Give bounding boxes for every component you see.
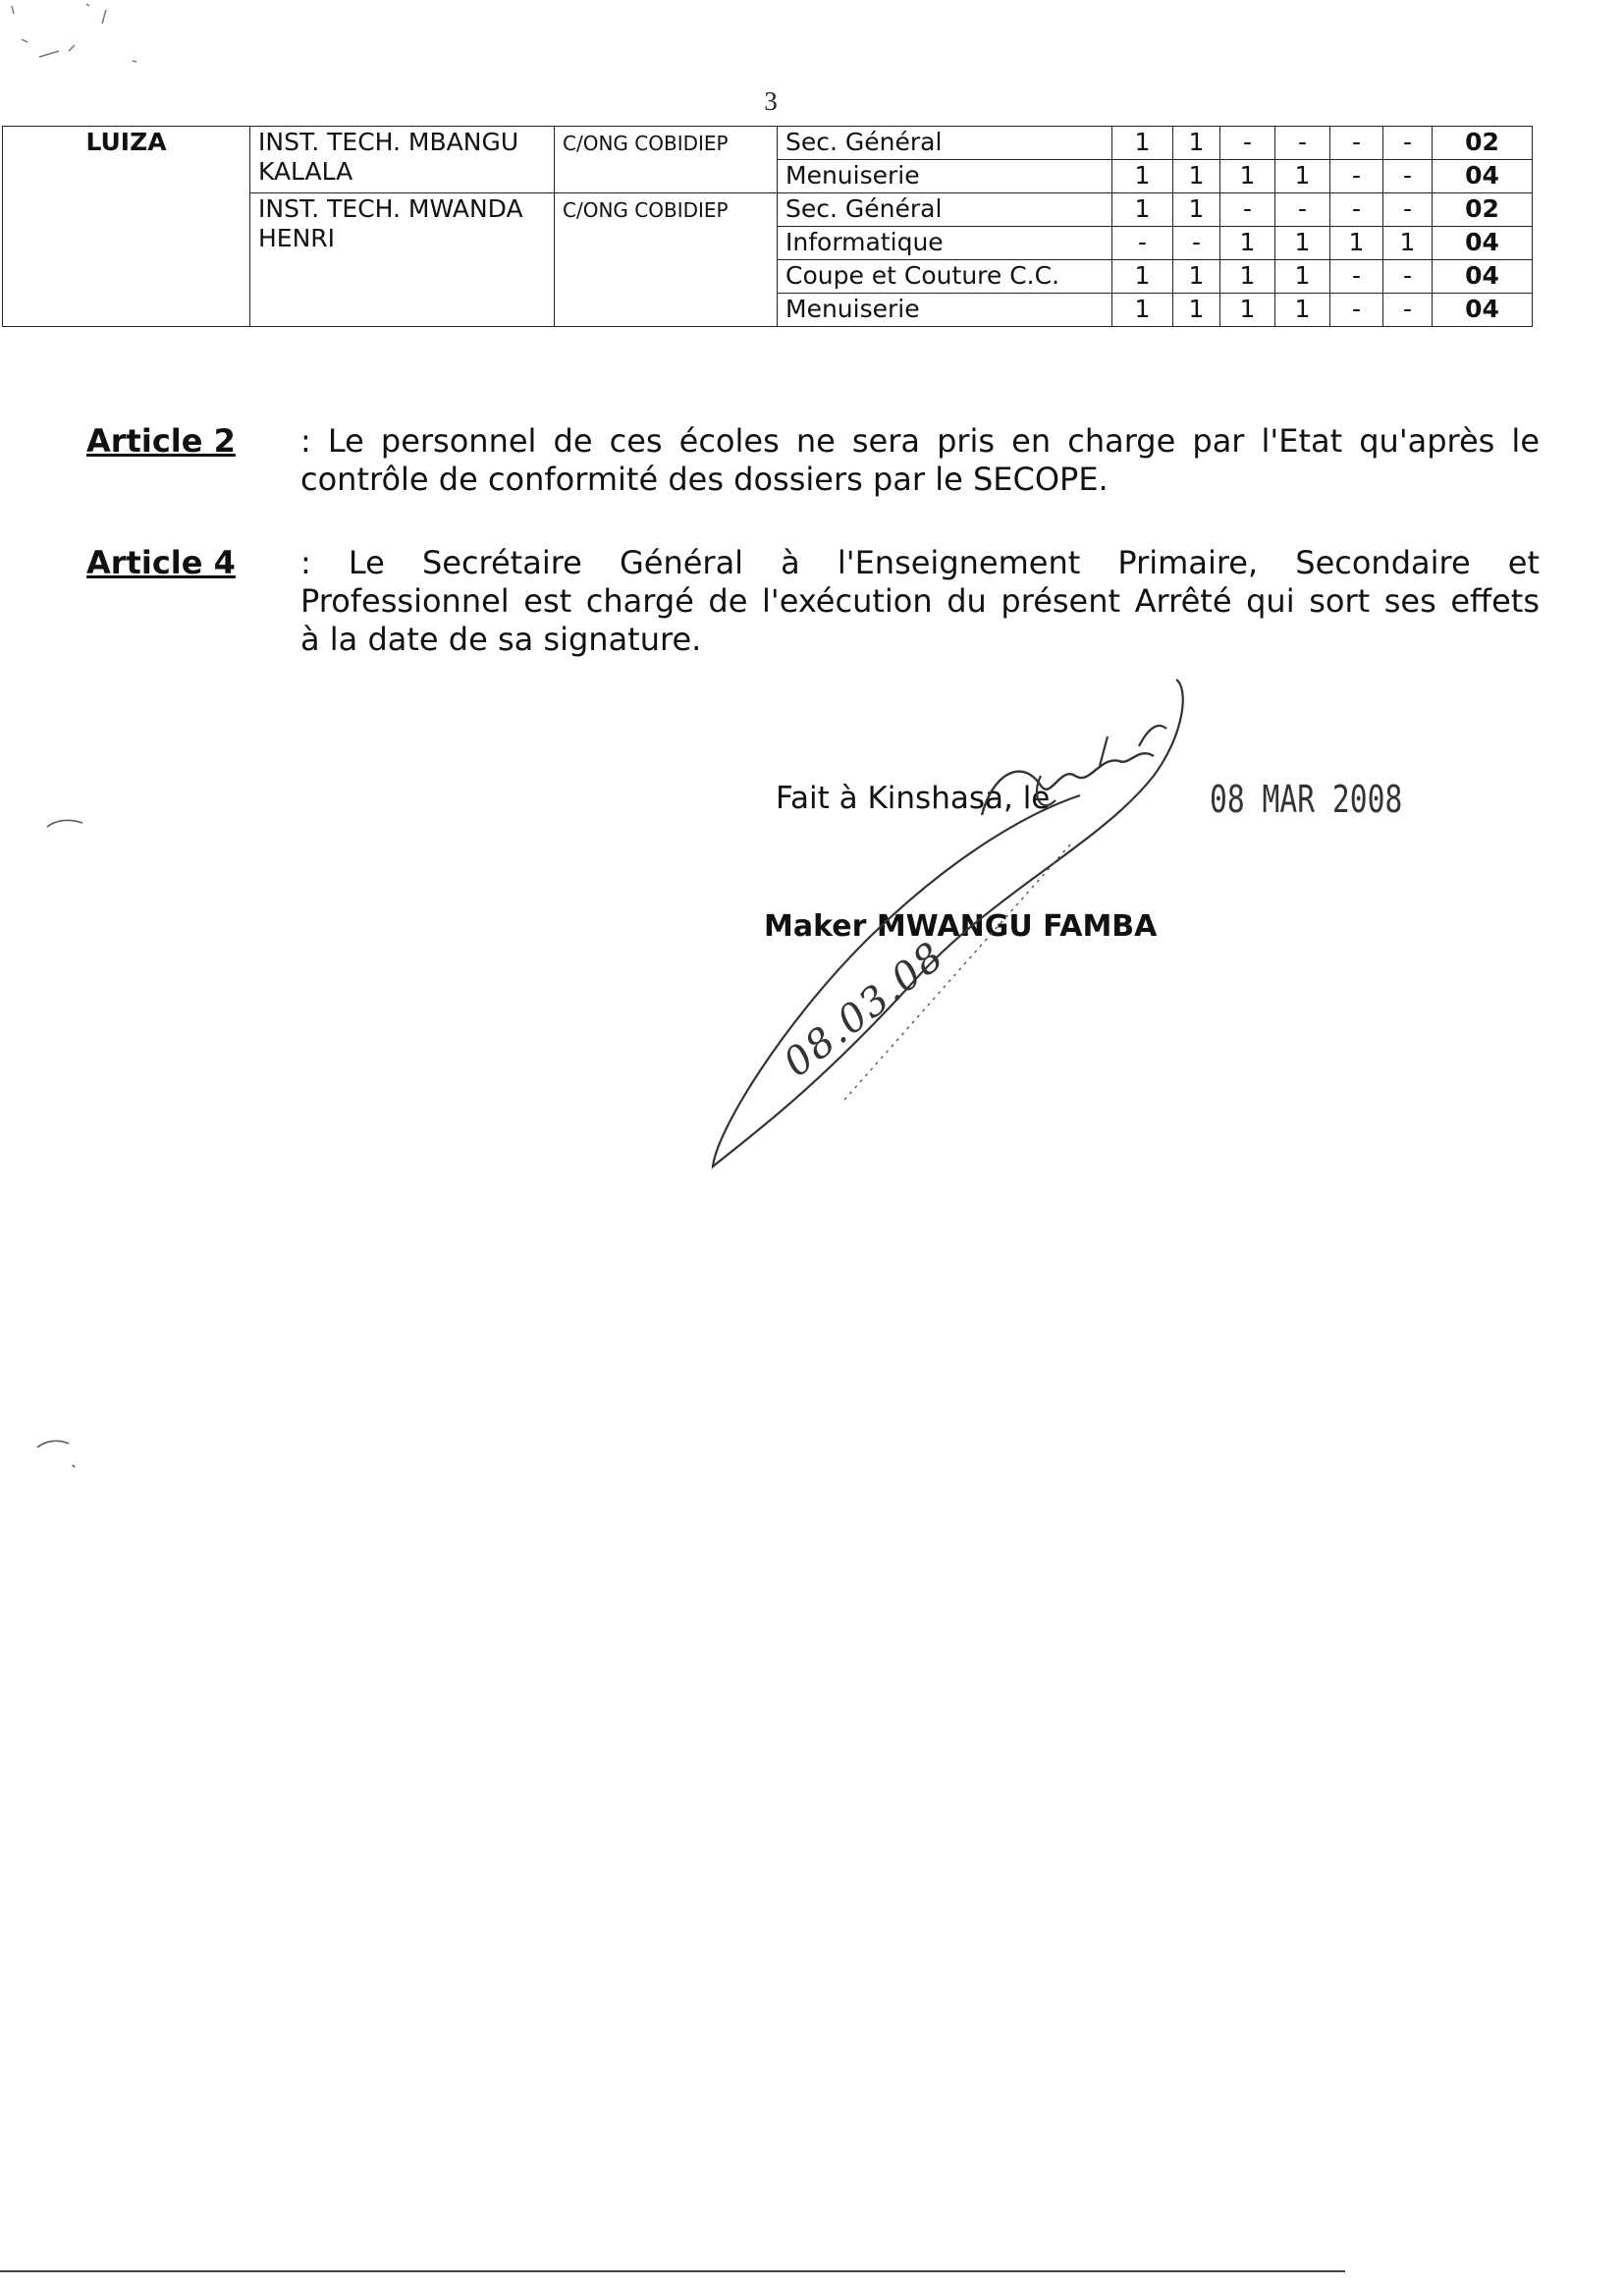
class-cell: - bbox=[1383, 127, 1433, 160]
margin-mark bbox=[33, 1436, 82, 1475]
class-cell: 1 bbox=[1275, 227, 1330, 260]
class-cell: 1 bbox=[1220, 294, 1275, 327]
class-cell: - bbox=[1275, 193, 1330, 227]
article-2-text bbox=[300, 422, 1540, 499]
article-2-line: : Le personnel de ces écoles ne sera pris en charge par l'Etat qu'après le bbox=[300, 422, 1540, 460]
class-cell: 1 bbox=[1220, 227, 1275, 260]
total-cell: 04 bbox=[1433, 227, 1533, 260]
class-cell: - bbox=[1330, 127, 1383, 160]
page-bottom-rule bbox=[0, 2270, 1345, 2272]
schools-table bbox=[2, 126, 1533, 327]
article-2-label: Article 2 bbox=[86, 422, 236, 460]
class-cell: 1 bbox=[1173, 294, 1220, 327]
handwritten-date: 08.03.08 bbox=[775, 933, 953, 1086]
class-cell: - bbox=[1173, 227, 1220, 260]
total-cell: 02 bbox=[1433, 127, 1533, 160]
article-4-label: Article 4 bbox=[86, 544, 236, 581]
class-cell: 1 bbox=[1112, 260, 1173, 294]
option-cell: Sec. Général bbox=[778, 193, 1112, 227]
article-4-line: à la date de sa signature. bbox=[300, 621, 702, 658]
option-cell: Informatique bbox=[778, 227, 1112, 260]
total-cell: 02 bbox=[1433, 193, 1533, 227]
promoter-cell: C/ONG COBIDIEP bbox=[555, 193, 778, 327]
territory-cell: LUIZA bbox=[3, 127, 250, 327]
class-cell: - bbox=[1330, 294, 1383, 327]
article-4-text bbox=[300, 544, 1540, 659]
class-cell: 1 bbox=[1220, 160, 1275, 193]
option-cell: Sec. Général bbox=[778, 127, 1112, 160]
class-cell: - bbox=[1330, 260, 1383, 294]
class-cell: 1 bbox=[1275, 160, 1330, 193]
article-4-line: Professionnel est chargé de l'exécution du présent Arrêté qui sort ses effets bbox=[300, 582, 1540, 620]
class-cell: - bbox=[1330, 160, 1383, 193]
total-cell: 04 bbox=[1433, 294, 1533, 327]
class-cell: 1 bbox=[1112, 160, 1173, 193]
class-cell: 1 bbox=[1173, 193, 1220, 227]
margin-mark bbox=[43, 815, 92, 835]
class-cell: 1 bbox=[1275, 260, 1330, 294]
article-4-line: : Le Secrétaire Général à l'Enseignement Primaire, Secondaire et bbox=[300, 544, 1540, 581]
closing-place-date: Fait à Kinshasa, le bbox=[776, 781, 1051, 816]
class-cell: 1 bbox=[1173, 160, 1220, 193]
class-cell: - bbox=[1220, 193, 1275, 227]
class-cell: - bbox=[1220, 127, 1275, 160]
class-cell: - bbox=[1383, 294, 1433, 327]
class-cell: 1 bbox=[1112, 294, 1173, 327]
class-cell: - bbox=[1112, 227, 1173, 260]
class-cell: 1 bbox=[1330, 227, 1383, 260]
promoter-cell: C/ONG COBIDIEP bbox=[555, 127, 778, 193]
option-cell: Menuiserie bbox=[778, 294, 1112, 327]
class-cell: 1 bbox=[1275, 294, 1330, 327]
option-cell: Coupe et Couture C.C. bbox=[778, 260, 1112, 294]
class-cell: - bbox=[1330, 193, 1383, 227]
total-cell: 04 bbox=[1433, 260, 1533, 294]
page-number: 3 bbox=[764, 86, 778, 116]
table-row bbox=[3, 127, 1533, 160]
scan-artifacts bbox=[0, 0, 196, 88]
class-cell: 1 bbox=[1173, 260, 1220, 294]
date-stamp: 08 MAR 2008 bbox=[1210, 778, 1403, 821]
signatory-name: Maker MWANGU FAMBA bbox=[764, 909, 1158, 944]
class-cell: 1 bbox=[1112, 193, 1173, 227]
class-cell: 1 bbox=[1173, 127, 1220, 160]
class-cell: 1 bbox=[1112, 127, 1173, 160]
option-cell: Menuiserie bbox=[778, 160, 1112, 193]
school-cell: INST. TECH. MWANDA HENRI bbox=[250, 193, 555, 327]
class-cell: - bbox=[1383, 160, 1433, 193]
class-cell: - bbox=[1383, 260, 1433, 294]
class-cell: 1 bbox=[1220, 260, 1275, 294]
article-2-line: contrôle de conformité des dossiers par le SECOPE. bbox=[300, 461, 1109, 498]
school-cell: INST. TECH. MBANGU KALALA bbox=[250, 127, 555, 193]
total-cell: 04 bbox=[1433, 160, 1533, 193]
class-cell: - bbox=[1275, 127, 1330, 160]
schools-table-body bbox=[3, 127, 1533, 327]
class-cell: 1 bbox=[1383, 227, 1433, 260]
class-cell: - bbox=[1383, 193, 1433, 227]
